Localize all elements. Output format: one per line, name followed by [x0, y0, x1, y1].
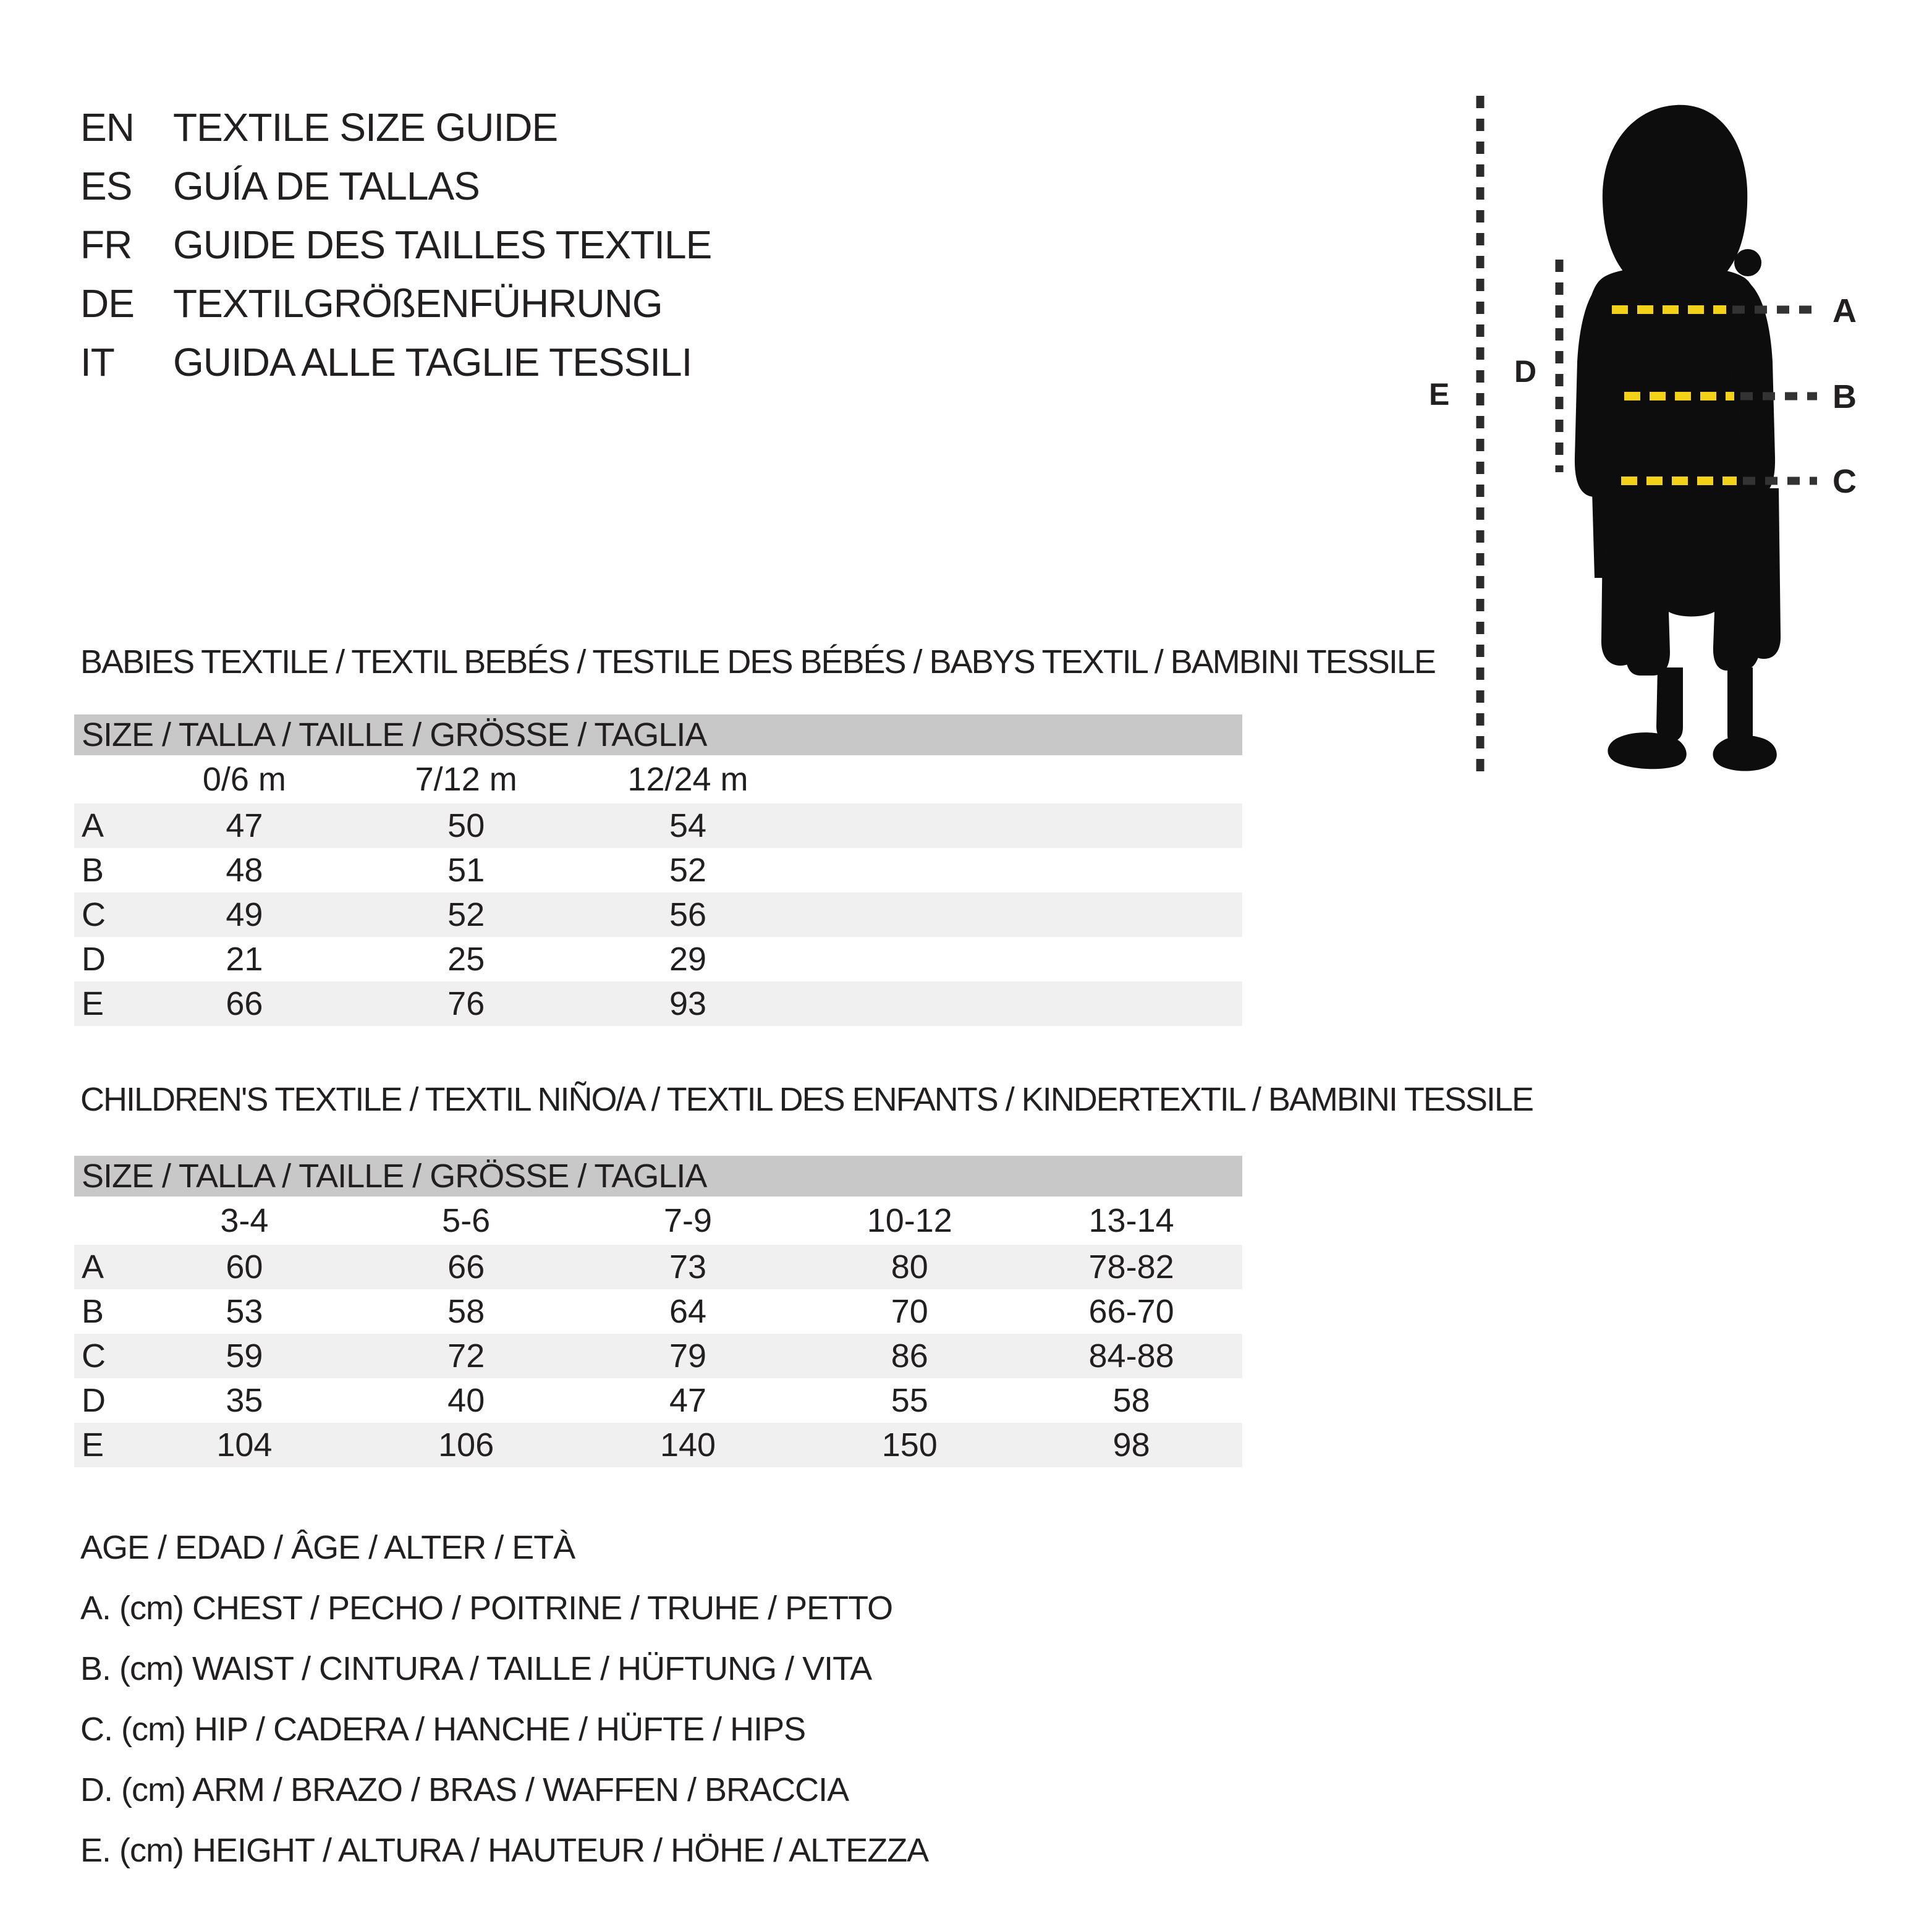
- cell-value: 54: [669, 807, 707, 844]
- table-row: [74, 848, 1242, 892]
- cell-value: 59: [226, 1337, 263, 1375]
- cell-value: 66: [226, 985, 263, 1022]
- cell-value: 52: [447, 896, 485, 933]
- cell-value: 52: [669, 852, 707, 889]
- children-size-table: [74, 1156, 1242, 1467]
- cell-value: 98: [1112, 1426, 1150, 1464]
- language-code: IT: [80, 339, 114, 384]
- measure-label-d: D: [1514, 354, 1537, 389]
- legend-hip: C. (cm) HIP / CADERA / HANCHE / HÜFTE / HIPS: [80, 1711, 806, 1748]
- table-row: [74, 1245, 1242, 1289]
- language-title: GUÍA DE TALLAS: [173, 163, 480, 208]
- babies-size-header-bar: SIZE / TALLA / TAILLE / GRÖSSE / TAGLIA: [74, 714, 1242, 755]
- table-row: [74, 1423, 1242, 1467]
- table-row: [74, 1334, 1242, 1378]
- cell-value: 104: [216, 1426, 273, 1464]
- babies-column-header-row: [74, 755, 1242, 803]
- language-row-fr: [80, 215, 711, 274]
- legend-arm: D. (cm) ARM / BRAZO / BRAS / WAFFEN / BRACCIA: [80, 1771, 849, 1808]
- cell-value: 56: [669, 896, 707, 933]
- table-row: [74, 937, 1242, 981]
- table-row: [74, 1289, 1242, 1334]
- cell-value: 35: [226, 1382, 263, 1419]
- language-row-en: [80, 98, 711, 156]
- measure-label-a: A: [1832, 292, 1857, 329]
- language-code: ES: [80, 163, 132, 208]
- table-row: [74, 892, 1242, 937]
- legend-waist: B. (cm) WAIST / CINTURA / TAILLE / HÜFTUNG / VITA: [80, 1650, 872, 1687]
- babies-column-label: 12/24 m: [627, 761, 748, 798]
- babies-section-heading: BABIES TEXTILE / TEXTIL BEBÉS / TESTILE DES BÉBÉS / BABYS TEXTIL / BAMBINI TESSILE: [80, 643, 1435, 680]
- row-letter: C: [82, 1337, 106, 1375]
- cell-value: 48: [226, 852, 263, 889]
- row-letter: A: [82, 807, 104, 844]
- language-title: GUIDA ALLE TAGLIE TESSILI: [173, 339, 692, 384]
- children-column-label: 5-6: [442, 1202, 491, 1239]
- babies-column-label: 7/12 m: [415, 761, 517, 798]
- cell-value: 58: [447, 1293, 485, 1330]
- cell-value: 150: [881, 1426, 938, 1464]
- cell-value: 25: [447, 941, 485, 978]
- language-code: DE: [80, 281, 134, 326]
- cell-value: 49: [226, 896, 263, 933]
- language-row-it: [80, 333, 711, 391]
- children-size-header-bar: SIZE / TALLA / TAILLE / GRÖSSE / TAGLIA: [74, 1156, 1242, 1197]
- language-title: GUIDE DES TAILLES TEXTILE: [173, 222, 712, 267]
- cell-value: 84-88: [1088, 1337, 1174, 1375]
- cell-value: 72: [447, 1337, 485, 1375]
- language-title: TEXTILE SIZE GUIDE: [173, 104, 558, 150]
- row-letter: E: [82, 1426, 104, 1464]
- cell-value: 106: [438, 1426, 494, 1464]
- measure-label-b: B: [1832, 378, 1857, 415]
- cell-value: 76: [447, 985, 485, 1022]
- row-letter: B: [82, 1293, 104, 1330]
- babies-size-table: [74, 714, 1242, 1026]
- legend-chest: A. (cm) CHEST / PECHO / POITRINE / TRUHE / PETTO: [80, 1590, 893, 1627]
- row-letter: E: [82, 985, 104, 1022]
- row-letter: D: [82, 941, 106, 978]
- cell-value: 86: [891, 1337, 928, 1375]
- measure-label-c: C: [1832, 463, 1857, 500]
- measure-label-e: E: [1429, 377, 1450, 412]
- language-code: EN: [80, 104, 134, 150]
- cell-value: 47: [669, 1382, 707, 1419]
- cell-value: 79: [669, 1337, 707, 1375]
- language-code: FR: [80, 222, 132, 267]
- cell-value: 58: [1112, 1382, 1150, 1419]
- cell-value: 70: [891, 1293, 928, 1330]
- cell-value: 60: [226, 1248, 263, 1286]
- row-letter: C: [82, 896, 106, 933]
- cell-value: 47: [226, 807, 263, 844]
- children-column-label: 7-9: [663, 1202, 713, 1239]
- row-letter: B: [82, 852, 104, 889]
- cell-value: 66-70: [1088, 1293, 1174, 1330]
- cell-value: 64: [669, 1293, 707, 1330]
- cell-value: 53: [226, 1293, 263, 1330]
- children-section-heading: CHILDREN'S TEXTILE / TEXTIL NIÑO/A / TEXTIL DES ENFANTS / KINDERTEXTIL / BAMBINI TESSILE: [80, 1081, 1533, 1118]
- language-title-list: [80, 98, 711, 391]
- children-column-label: 10-12: [866, 1202, 952, 1239]
- child-silhouette: [1575, 105, 1781, 771]
- cell-value: 51: [447, 852, 485, 889]
- cell-value: 78-82: [1088, 1248, 1174, 1286]
- measurement-legend: [80, 1517, 928, 1881]
- language-row-de: [80, 274, 711, 333]
- cell-value: 40: [447, 1382, 485, 1419]
- language-title: TEXTILGRÖßENFÜHRUNG: [173, 281, 663, 326]
- cell-value: 29: [669, 941, 707, 978]
- children-column-label: 13-14: [1088, 1202, 1174, 1239]
- measurement-diagram: [1391, 87, 1932, 785]
- cell-value: 50: [447, 807, 485, 844]
- legend-age: AGE / EDAD / ÂGE / ALTER / ETÀ: [80, 1529, 575, 1566]
- row-letter: D: [82, 1382, 106, 1419]
- children-column-label: 3-4: [220, 1202, 269, 1239]
- cell-value: 80: [891, 1248, 928, 1286]
- table-row: [74, 803, 1242, 848]
- cell-value: 73: [669, 1248, 707, 1286]
- cell-value: 93: [669, 985, 707, 1022]
- babies-column-label: 0/6 m: [202, 761, 286, 798]
- children-column-header-row: [74, 1197, 1242, 1245]
- legend-height: E. (cm) HEIGHT / ALTURA / HAUTEUR / HÖHE / ALTEZZA: [80, 1832, 929, 1869]
- cell-value: 55: [891, 1382, 928, 1419]
- cell-value: 66: [447, 1248, 485, 1286]
- cell-value: 21: [226, 941, 263, 978]
- table-row: [74, 1378, 1242, 1423]
- row-letter: A: [82, 1248, 104, 1286]
- cell-value: 140: [659, 1426, 716, 1464]
- child-silhouette-figure: [1391, 87, 1932, 785]
- language-row-es: [80, 156, 711, 215]
- table-row: [74, 981, 1242, 1026]
